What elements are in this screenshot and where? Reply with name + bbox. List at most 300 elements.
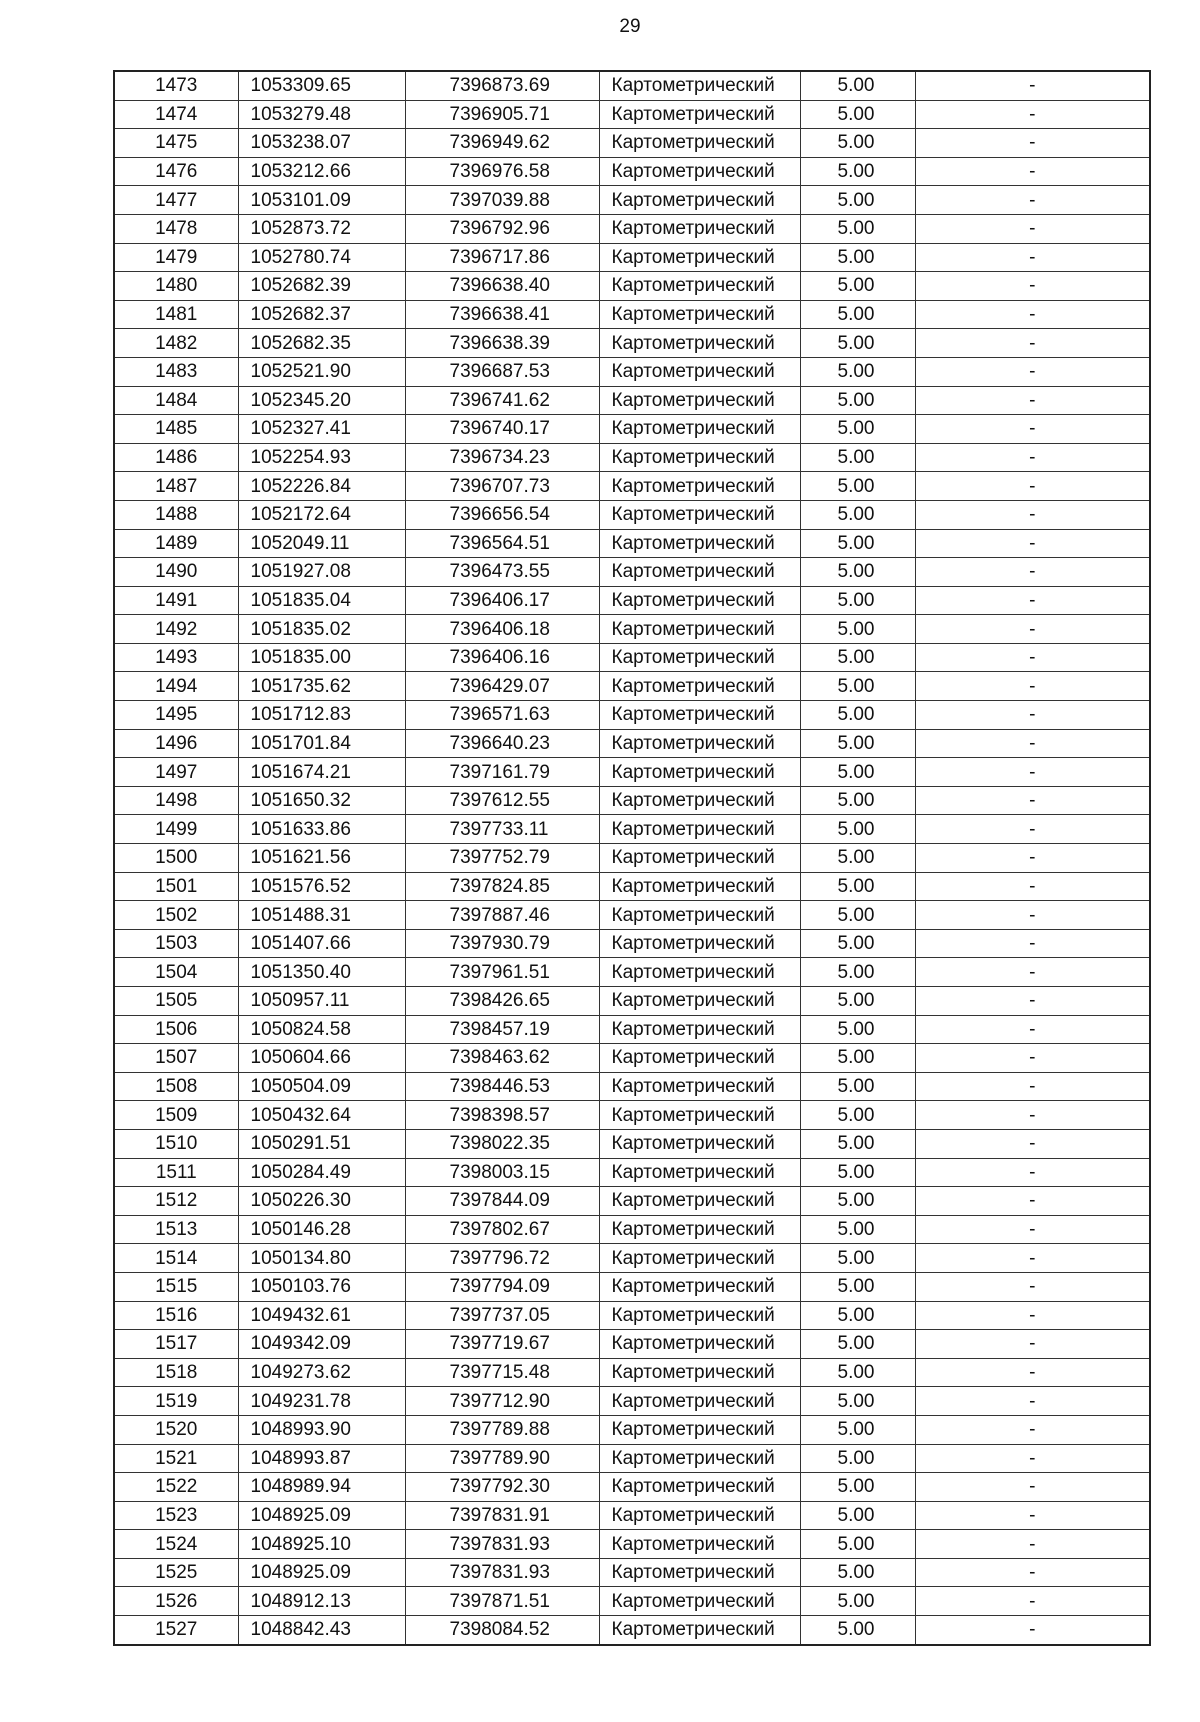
table-row <box>114 672 1150 701</box>
point-number-cell: 1478 <box>114 214 238 243</box>
x-coordinate-cell: 1048925.09 <box>238 1558 405 1587</box>
note-cell: - <box>915 272 1150 301</box>
y-coordinate-cell: 7397930.79 <box>405 929 599 958</box>
method-cell: Картометрический <box>599 472 800 501</box>
accuracy-cell: 5.00 <box>800 672 915 701</box>
x-coordinate-cell: 1053279.48 <box>238 100 405 129</box>
y-coordinate-cell: 7397961.51 <box>405 958 599 987</box>
accuracy-cell: 5.00 <box>800 386 915 415</box>
accuracy-cell: 5.00 <box>800 1072 915 1101</box>
method-cell: Картометрический <box>599 500 800 529</box>
note-cell: - <box>915 872 1150 901</box>
method-cell: Картометрический <box>599 1530 800 1559</box>
table-row <box>114 929 1150 958</box>
method-cell: Картометрический <box>599 272 800 301</box>
accuracy-cell: 5.00 <box>800 1272 915 1301</box>
x-coordinate-cell: 1049231.78 <box>238 1387 405 1416</box>
x-coordinate-cell: 1048925.10 <box>238 1530 405 1559</box>
method-cell: Картометрический <box>599 1415 800 1444</box>
x-coordinate-cell: 1048989.94 <box>238 1473 405 1502</box>
note-cell: - <box>915 1015 1150 1044</box>
method-cell: Картометрический <box>599 929 800 958</box>
method-cell: Картометрический <box>599 1330 800 1359</box>
note-cell: - <box>915 157 1150 186</box>
note-cell: - <box>915 186 1150 215</box>
note-cell: - <box>915 758 1150 787</box>
table-row <box>114 701 1150 730</box>
method-cell: Картометрический <box>599 987 800 1016</box>
accuracy-cell: 5.00 <box>800 558 915 587</box>
y-coordinate-cell: 7397796.72 <box>405 1244 599 1273</box>
point-number-cell: 1519 <box>114 1387 238 1416</box>
note-cell: - <box>915 1215 1150 1244</box>
x-coordinate-cell: 1050284.49 <box>238 1158 405 1187</box>
table-row <box>114 300 1150 329</box>
method-cell: Картометрический <box>599 1587 800 1616</box>
point-number-cell: 1489 <box>114 529 238 558</box>
note-cell: - <box>915 1530 1150 1559</box>
table-row <box>114 1444 1150 1473</box>
x-coordinate-cell: 1050957.11 <box>238 987 405 1016</box>
x-coordinate-cell: 1052226.84 <box>238 472 405 501</box>
point-number-cell: 1490 <box>114 558 238 587</box>
x-coordinate-cell: 1051576.52 <box>238 872 405 901</box>
y-coordinate-cell: 7398398.57 <box>405 1101 599 1130</box>
accuracy-cell: 5.00 <box>800 844 915 873</box>
x-coordinate-cell: 1052254.93 <box>238 443 405 472</box>
accuracy-cell: 5.00 <box>800 415 915 444</box>
note-cell: - <box>915 1358 1150 1387</box>
table-row <box>114 1415 1150 1444</box>
point-number-cell: 1486 <box>114 443 238 472</box>
point-number-cell: 1504 <box>114 958 238 987</box>
table-row <box>114 443 1150 472</box>
point-number-cell: 1482 <box>114 329 238 358</box>
method-cell: Картометрический <box>599 1015 800 1044</box>
y-coordinate-cell: 7397161.79 <box>405 758 599 787</box>
note-cell: - <box>915 386 1150 415</box>
method-cell: Картометрический <box>599 1215 800 1244</box>
y-coordinate-cell: 7396905.71 <box>405 100 599 129</box>
point-number-cell: 1492 <box>114 615 238 644</box>
y-coordinate-cell: 7397789.90 <box>405 1444 599 1473</box>
method-cell: Картометрический <box>599 1616 800 1645</box>
accuracy-cell: 5.00 <box>800 958 915 987</box>
table-row <box>114 1530 1150 1559</box>
y-coordinate-cell: 7397887.46 <box>405 901 599 930</box>
method-cell: Картометрический <box>599 1387 800 1416</box>
y-coordinate-cell: 7398003.15 <box>405 1158 599 1187</box>
method-cell: Картометрический <box>599 786 800 815</box>
x-coordinate-cell: 1052682.39 <box>238 272 405 301</box>
method-cell: Картометрический <box>599 701 800 730</box>
x-coordinate-cell: 1050824.58 <box>238 1015 405 1044</box>
method-cell: Картометрический <box>599 1473 800 1502</box>
method-cell: Картометрический <box>599 357 800 386</box>
table-row <box>114 1473 1150 1502</box>
accuracy-cell: 5.00 <box>800 500 915 529</box>
point-number-cell: 1493 <box>114 643 238 672</box>
accuracy-cell: 5.00 <box>800 100 915 129</box>
method-cell: Картометрический <box>599 1129 800 1158</box>
accuracy-cell: 5.00 <box>800 243 915 272</box>
accuracy-cell: 5.00 <box>800 443 915 472</box>
point-number-cell: 1474 <box>114 100 238 129</box>
accuracy-cell: 5.00 <box>800 786 915 815</box>
note-cell: - <box>915 1158 1150 1187</box>
method-cell: Картометрический <box>599 329 800 358</box>
point-number-cell: 1503 <box>114 929 238 958</box>
point-number-cell: 1515 <box>114 1272 238 1301</box>
x-coordinate-cell: 1051735.62 <box>238 672 405 701</box>
point-number-cell: 1525 <box>114 1558 238 1587</box>
table-row <box>114 357 1150 386</box>
y-coordinate-cell: 7396976.58 <box>405 157 599 186</box>
y-coordinate-cell: 7397831.91 <box>405 1501 599 1530</box>
note-cell: - <box>915 701 1150 730</box>
table-row <box>114 329 1150 358</box>
x-coordinate-cell: 1049432.61 <box>238 1301 405 1330</box>
method-cell: Картометрический <box>599 1072 800 1101</box>
method-cell: Картометрический <box>599 443 800 472</box>
table-row <box>114 815 1150 844</box>
note-cell: - <box>915 729 1150 758</box>
point-number-cell: 1494 <box>114 672 238 701</box>
method-cell: Картометрический <box>599 1301 800 1330</box>
table-row <box>114 558 1150 587</box>
x-coordinate-cell: 1053238.07 <box>238 129 405 158</box>
method-cell: Картометрический <box>599 1272 800 1301</box>
point-number-cell: 1517 <box>114 1330 238 1359</box>
accuracy-cell: 5.00 <box>800 872 915 901</box>
point-number-cell: 1498 <box>114 786 238 815</box>
point-number-cell: 1496 <box>114 729 238 758</box>
method-cell: Картометрический <box>599 386 800 415</box>
method-cell: Картометрический <box>599 1244 800 1273</box>
accuracy-cell: 5.00 <box>800 1015 915 1044</box>
table-row <box>114 129 1150 158</box>
accuracy-cell: 5.00 <box>800 729 915 758</box>
note-cell: - <box>915 443 1150 472</box>
table-row <box>114 1015 1150 1044</box>
method-cell: Картометрический <box>599 243 800 272</box>
x-coordinate-cell: 1051927.08 <box>238 558 405 587</box>
point-number-cell: 1499 <box>114 815 238 844</box>
x-coordinate-cell: 1053101.09 <box>238 186 405 215</box>
table-row <box>114 1330 1150 1359</box>
table-row <box>114 186 1150 215</box>
table-row <box>114 1244 1150 1273</box>
y-coordinate-cell: 7396640.23 <box>405 729 599 758</box>
note-cell: - <box>915 529 1150 558</box>
coordinates-table <box>113 70 1151 1646</box>
table-row <box>114 472 1150 501</box>
accuracy-cell: 5.00 <box>800 1187 915 1216</box>
note-cell: - <box>915 672 1150 701</box>
method-cell: Картометрический <box>599 958 800 987</box>
y-coordinate-cell: 7397794.09 <box>405 1272 599 1301</box>
point-number-cell: 1484 <box>114 386 238 415</box>
method-cell: Картометрический <box>599 1501 800 1530</box>
y-coordinate-cell: 7397789.88 <box>405 1415 599 1444</box>
table-row <box>114 1358 1150 1387</box>
point-number-cell: 1485 <box>114 415 238 444</box>
accuracy-cell: 5.00 <box>800 1044 915 1073</box>
method-cell: Картометрический <box>599 643 800 672</box>
accuracy-cell: 5.00 <box>800 1129 915 1158</box>
x-coordinate-cell: 1052873.72 <box>238 214 405 243</box>
accuracy-cell: 5.00 <box>800 1215 915 1244</box>
note-cell: - <box>915 615 1150 644</box>
point-number-cell: 1514 <box>114 1244 238 1273</box>
y-coordinate-cell: 7398446.53 <box>405 1072 599 1101</box>
page-number: 29 <box>619 16 641 37</box>
point-number-cell: 1507 <box>114 1044 238 1073</box>
point-number-cell: 1527 <box>114 1616 238 1645</box>
table-row <box>114 586 1150 615</box>
x-coordinate-cell: 1052780.74 <box>238 243 405 272</box>
y-coordinate-cell: 7396687.53 <box>405 357 599 386</box>
method-cell: Картометрический <box>599 300 800 329</box>
y-coordinate-cell: 7397039.88 <box>405 186 599 215</box>
x-coordinate-cell: 1051407.66 <box>238 929 405 958</box>
y-coordinate-cell: 7396571.63 <box>405 701 599 730</box>
table-row <box>114 1301 1150 1330</box>
y-coordinate-cell: 7398084.52 <box>405 1616 599 1645</box>
accuracy-cell: 5.00 <box>800 615 915 644</box>
point-number-cell: 1520 <box>114 1415 238 1444</box>
note-cell: - <box>915 1444 1150 1473</box>
y-coordinate-cell: 7396717.86 <box>405 243 599 272</box>
y-coordinate-cell: 7396949.62 <box>405 129 599 158</box>
point-number-cell: 1475 <box>114 129 238 158</box>
accuracy-cell: 5.00 <box>800 272 915 301</box>
point-number-cell: 1497 <box>114 758 238 787</box>
accuracy-cell: 5.00 <box>800 1587 915 1616</box>
note-cell: - <box>915 901 1150 930</box>
x-coordinate-cell: 1051701.84 <box>238 729 405 758</box>
table-row <box>114 615 1150 644</box>
note-cell: - <box>915 1387 1150 1416</box>
note-cell: - <box>915 472 1150 501</box>
note-cell: - <box>915 1473 1150 1502</box>
table-row <box>114 1616 1150 1645</box>
y-coordinate-cell: 7397802.67 <box>405 1215 599 1244</box>
accuracy-cell: 5.00 <box>800 186 915 215</box>
note-cell: - <box>915 1330 1150 1359</box>
note-cell: - <box>915 1101 1150 1130</box>
note-cell: - <box>915 815 1150 844</box>
accuracy-cell: 5.00 <box>800 901 915 930</box>
point-number-cell: 1501 <box>114 872 238 901</box>
x-coordinate-cell: 1052049.11 <box>238 529 405 558</box>
point-number-cell: 1508 <box>114 1072 238 1101</box>
x-coordinate-cell: 1051650.32 <box>238 786 405 815</box>
method-cell: Картометрический <box>599 672 800 701</box>
accuracy-cell: 5.00 <box>800 1244 915 1273</box>
y-coordinate-cell: 7396473.55 <box>405 558 599 587</box>
accuracy-cell: 5.00 <box>800 1158 915 1187</box>
method-cell: Картометрический <box>599 1044 800 1073</box>
note-cell: - <box>915 1587 1150 1616</box>
method-cell: Картометрический <box>599 415 800 444</box>
accuracy-cell: 5.00 <box>800 157 915 186</box>
method-cell: Картометрический <box>599 586 800 615</box>
method-cell: Картометрический <box>599 100 800 129</box>
table-row <box>114 272 1150 301</box>
coordinates-table-body <box>114 71 1150 1645</box>
x-coordinate-cell: 1051633.86 <box>238 815 405 844</box>
y-coordinate-cell: 7398022.35 <box>405 1129 599 1158</box>
accuracy-cell: 5.00 <box>800 529 915 558</box>
table-row <box>114 844 1150 873</box>
note-cell: - <box>915 558 1150 587</box>
note-cell: - <box>915 1187 1150 1216</box>
accuracy-cell: 5.00 <box>800 1387 915 1416</box>
method-cell: Картометрический <box>599 1158 800 1187</box>
table-row <box>114 987 1150 1016</box>
table-row <box>114 1587 1150 1616</box>
note-cell: - <box>915 500 1150 529</box>
x-coordinate-cell: 1048842.43 <box>238 1616 405 1645</box>
accuracy-cell: 5.00 <box>800 1530 915 1559</box>
table-row <box>114 958 1150 987</box>
y-coordinate-cell: 7396656.54 <box>405 500 599 529</box>
x-coordinate-cell: 1051712.83 <box>238 701 405 730</box>
table-row <box>114 1158 1150 1187</box>
method-cell: Картометрический <box>599 529 800 558</box>
method-cell: Картометрический <box>599 901 800 930</box>
point-number-cell: 1518 <box>114 1358 238 1387</box>
point-number-cell: 1483 <box>114 357 238 386</box>
y-coordinate-cell: 7397737.05 <box>405 1301 599 1330</box>
note-cell: - <box>915 586 1150 615</box>
table-row <box>114 1501 1150 1530</box>
point-number-cell: 1512 <box>114 1187 238 1216</box>
note-cell: - <box>915 1301 1150 1330</box>
table-row <box>114 872 1150 901</box>
point-number-cell: 1476 <box>114 157 238 186</box>
y-coordinate-cell: 7397831.93 <box>405 1530 599 1559</box>
table-row <box>114 1129 1150 1158</box>
accuracy-cell: 5.00 <box>800 329 915 358</box>
accuracy-cell: 5.00 <box>800 1501 915 1530</box>
accuracy-cell: 5.00 <box>800 643 915 672</box>
table-row <box>114 500 1150 529</box>
note-cell: - <box>915 958 1150 987</box>
accuracy-cell: 5.00 <box>800 1415 915 1444</box>
table-row <box>114 643 1150 672</box>
method-cell: Картометрический <box>599 129 800 158</box>
table-row <box>114 758 1150 787</box>
method-cell: Картометрический <box>599 758 800 787</box>
x-coordinate-cell: 1050146.28 <box>238 1215 405 1244</box>
y-coordinate-cell: 7397712.90 <box>405 1387 599 1416</box>
table-row <box>114 157 1150 186</box>
table-row <box>114 1187 1150 1216</box>
note-cell: - <box>915 100 1150 129</box>
accuracy-cell: 5.00 <box>800 1101 915 1130</box>
note-cell: - <box>915 1129 1150 1158</box>
method-cell: Картометрический <box>599 872 800 901</box>
y-coordinate-cell: 7397792.30 <box>405 1473 599 1502</box>
point-number-cell: 1487 <box>114 472 238 501</box>
point-number-cell: 1511 <box>114 1158 238 1187</box>
y-coordinate-cell: 7396406.17 <box>405 586 599 615</box>
y-coordinate-cell: 7397824.85 <box>405 872 599 901</box>
note-cell: - <box>915 357 1150 386</box>
y-coordinate-cell: 7397871.51 <box>405 1587 599 1616</box>
y-coordinate-cell: 7398463.62 <box>405 1044 599 1073</box>
accuracy-cell: 5.00 <box>800 1616 915 1645</box>
method-cell: Картометрический <box>599 729 800 758</box>
accuracy-cell: 5.00 <box>800 929 915 958</box>
x-coordinate-cell: 1049342.09 <box>238 1330 405 1359</box>
method-cell: Картометрический <box>599 214 800 243</box>
point-number-cell: 1521 <box>114 1444 238 1473</box>
table-row <box>114 1272 1150 1301</box>
note-cell: - <box>915 1558 1150 1587</box>
method-cell: Картометрический <box>599 1187 800 1216</box>
note-cell: - <box>915 1616 1150 1645</box>
note-cell: - <box>915 129 1150 158</box>
table-row <box>114 1215 1150 1244</box>
point-number-cell: 1509 <box>114 1101 238 1130</box>
x-coordinate-cell: 1051350.40 <box>238 958 405 987</box>
y-coordinate-cell: 7396406.18 <box>405 615 599 644</box>
point-number-cell: 1506 <box>114 1015 238 1044</box>
note-cell: - <box>915 214 1150 243</box>
x-coordinate-cell: 1050103.76 <box>238 1272 405 1301</box>
point-number-cell: 1516 <box>114 1301 238 1330</box>
y-coordinate-cell: 7396873.69 <box>405 71 599 100</box>
table-row <box>114 729 1150 758</box>
x-coordinate-cell: 1050291.51 <box>238 1129 405 1158</box>
x-coordinate-cell: 1052172.64 <box>238 500 405 529</box>
note-cell: - <box>915 243 1150 272</box>
point-number-cell: 1524 <box>114 1530 238 1559</box>
accuracy-cell: 5.00 <box>800 586 915 615</box>
accuracy-cell: 5.00 <box>800 987 915 1016</box>
y-coordinate-cell: 7396564.51 <box>405 529 599 558</box>
table-row <box>114 243 1150 272</box>
x-coordinate-cell: 1052327.41 <box>238 415 405 444</box>
y-coordinate-cell: 7396429.07 <box>405 672 599 701</box>
x-coordinate-cell: 1049273.62 <box>238 1358 405 1387</box>
x-coordinate-cell: 1051835.00 <box>238 643 405 672</box>
point-number-cell: 1479 <box>114 243 238 272</box>
accuracy-cell: 5.00 <box>800 472 915 501</box>
y-coordinate-cell: 7396406.16 <box>405 643 599 672</box>
x-coordinate-cell: 1051674.21 <box>238 758 405 787</box>
point-number-cell: 1502 <box>114 901 238 930</box>
accuracy-cell: 5.00 <box>800 71 915 100</box>
y-coordinate-cell: 7396638.41 <box>405 300 599 329</box>
note-cell: - <box>915 929 1150 958</box>
table-row <box>114 100 1150 129</box>
y-coordinate-cell: 7396638.39 <box>405 329 599 358</box>
note-cell: - <box>915 786 1150 815</box>
table-row <box>114 786 1150 815</box>
note-cell: - <box>915 1044 1150 1073</box>
table-row <box>114 214 1150 243</box>
x-coordinate-cell: 1050604.66 <box>238 1044 405 1073</box>
accuracy-cell: 5.00 <box>800 1358 915 1387</box>
method-cell: Картометрический <box>599 844 800 873</box>
y-coordinate-cell: 7397612.55 <box>405 786 599 815</box>
accuracy-cell: 5.00 <box>800 300 915 329</box>
note-cell: - <box>915 1244 1150 1273</box>
